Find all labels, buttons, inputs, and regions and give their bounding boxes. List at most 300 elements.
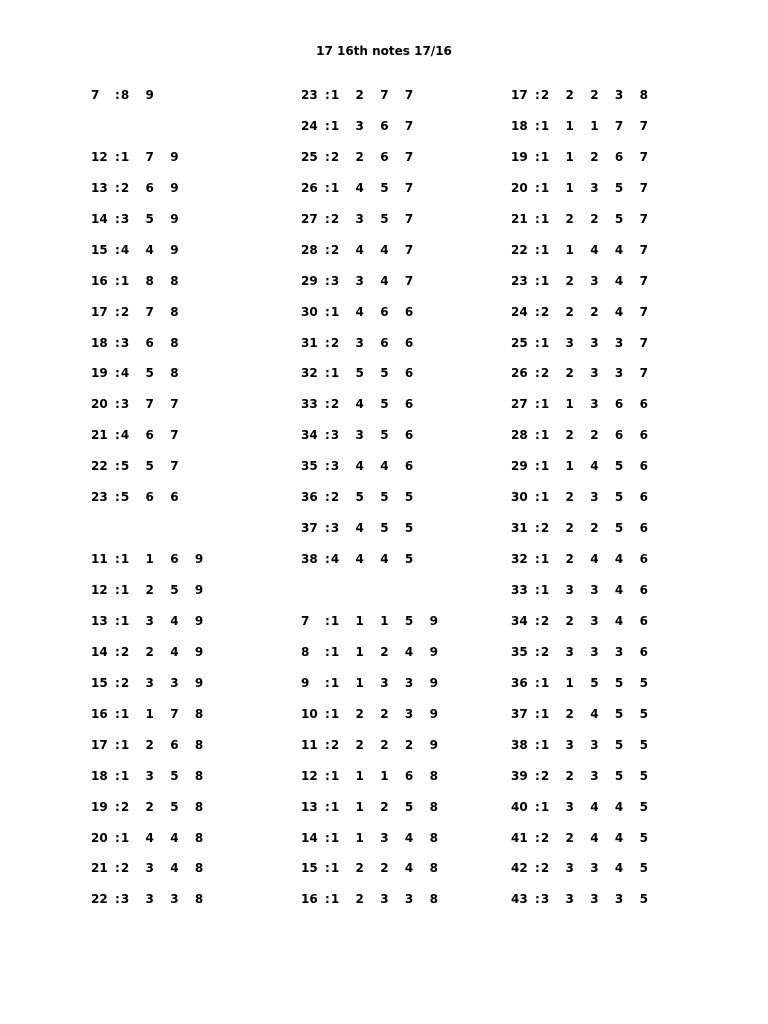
- row-parts: 2 2 6 7: [330, 149, 414, 164]
- row-parts: 2 3 5 7: [330, 211, 414, 226]
- row-number: 34: [511, 613, 528, 628]
- row-parts: 1 3 6 7: [330, 118, 414, 133]
- row-separator: :: [325, 675, 330, 690]
- row-number: 14: [301, 830, 318, 845]
- row-parts: 2 2 3 3 7: [540, 366, 648, 381]
- row-separator: :: [325, 768, 330, 783]
- row-parts: 1 1 7 8: [120, 706, 204, 721]
- partition-row: [301, 211, 521, 242]
- row-number: 10: [301, 706, 318, 721]
- row-parts: 1 4 5 7: [330, 180, 414, 195]
- partition-row: [301, 273, 521, 304]
- row-number: 12: [301, 768, 318, 783]
- partition-row: [301, 644, 521, 675]
- row-separator: :: [325, 861, 330, 876]
- partition-row: [301, 489, 521, 520]
- row-parts: 2 4 5 6: [330, 397, 414, 412]
- partition-row: [301, 335, 521, 366]
- row-separator: :: [325, 180, 330, 195]
- row-separator: :: [115, 768, 120, 783]
- row-number: 20: [91, 830, 108, 845]
- row-parts: 2 3 3 9: [120, 675, 204, 690]
- partition-row: [511, 551, 731, 582]
- partition-row: [301, 551, 521, 582]
- row-parts: 1 2 2 4 8: [330, 861, 438, 876]
- row-number: 43: [511, 892, 528, 907]
- partition-row: [91, 891, 311, 922]
- row-number: 18: [91, 768, 108, 783]
- row-separator: :: [325, 211, 330, 226]
- row-parts: 1 7 9: [120, 149, 179, 164]
- row-number: 28: [511, 428, 528, 443]
- row-separator: :: [115, 304, 120, 319]
- row-separator: :: [535, 242, 540, 257]
- partition-row: [511, 180, 731, 211]
- partition-row: [511, 149, 731, 180]
- partition-row: [511, 335, 731, 366]
- row-number: 20: [511, 180, 528, 195]
- row-parts: 3 5 9: [120, 211, 179, 226]
- partition-row: [511, 737, 731, 768]
- row-parts: 1 2 7 7: [330, 88, 414, 102]
- row-parts: 3 6 8: [120, 335, 179, 350]
- row-parts: 3 4 5 5: [330, 521, 414, 536]
- row-number: 31: [511, 521, 528, 536]
- partition-row: [301, 830, 521, 861]
- column-3: [511, 87, 731, 922]
- row-number: 29: [301, 273, 318, 288]
- row-number: 42: [511, 861, 528, 876]
- row-separator: :: [115, 613, 120, 628]
- row-number: 12: [91, 149, 108, 164]
- row-number: 16: [91, 706, 108, 721]
- row-separator: :: [325, 892, 330, 907]
- row-separator: :: [325, 830, 330, 845]
- row-parts: 1 1 5 5 5: [540, 675, 648, 690]
- partition-row: [511, 273, 731, 304]
- row-number: 22: [91, 459, 108, 474]
- partition-row: [91, 211, 311, 242]
- partition-row: [301, 520, 521, 551]
- partition-row: [511, 489, 731, 520]
- row-separator: :: [535, 521, 540, 536]
- row-separator: :: [535, 88, 540, 102]
- row-parts: 1 1 3 3 9: [330, 675, 438, 690]
- row-number: 25: [301, 149, 318, 164]
- row-separator: :: [535, 118, 540, 133]
- partition-row: [91, 304, 311, 335]
- row-parts: 1 1 3 5 7: [540, 180, 648, 195]
- row-separator: :: [535, 552, 540, 567]
- row-parts: 1 1 3 6 6: [540, 397, 648, 412]
- row-separator: :: [535, 583, 540, 597]
- row-parts: 1 3 3 5 5: [540, 737, 648, 752]
- partition-row: [511, 87, 731, 118]
- row-separator: :: [535, 737, 540, 752]
- row-parts: 2 5 5 5: [330, 490, 414, 505]
- row-parts: 1 2 4 4 6: [540, 552, 648, 567]
- row-number: 21: [91, 428, 108, 443]
- partition-row: [511, 675, 731, 706]
- row-separator: :: [325, 397, 330, 412]
- row-parts: 1 1 1 7 7: [540, 118, 648, 133]
- partition-row: [511, 613, 731, 644]
- partition-row: [91, 365, 311, 396]
- row-number: 18: [91, 335, 108, 350]
- row-number: 33: [301, 397, 318, 412]
- partition-row: [91, 768, 311, 799]
- row-separator: :: [115, 335, 120, 350]
- row-number: 38: [511, 737, 528, 752]
- row-parts: 1 2 2 6 6: [540, 428, 648, 443]
- row-number: 18: [511, 118, 528, 133]
- row-parts: 1 2 2 5 7: [540, 211, 648, 226]
- partition-row: [301, 891, 521, 922]
- row-parts: 2 4 4 7: [330, 242, 414, 257]
- row-parts: 1 1 2 4 9: [330, 644, 438, 659]
- partition-row: [91, 149, 311, 180]
- partition-row: [301, 427, 521, 458]
- row-separator: :: [115, 675, 120, 690]
- partition-row: [91, 427, 311, 458]
- row-separator: :: [325, 366, 330, 381]
- row-number: 23: [511, 273, 528, 288]
- row-number: 13: [91, 180, 108, 195]
- row-number: 15: [301, 861, 318, 876]
- column-2: [301, 87, 521, 922]
- row-number: 33: [511, 583, 528, 597]
- row-separator: :: [325, 737, 330, 752]
- partition-row: [301, 242, 521, 273]
- row-separator: :: [115, 830, 120, 845]
- row-separator: :: [325, 490, 330, 505]
- row-separator: :: [535, 397, 540, 412]
- row-number: 35: [511, 644, 528, 659]
- row-number: 7: [301, 613, 310, 628]
- row-parts: 1 1 2 6 7: [540, 149, 648, 164]
- row-number: 36: [301, 490, 318, 505]
- partition-row: [511, 891, 731, 922]
- row-parts: 2 2 4 4 5: [540, 830, 648, 845]
- partition-row: [511, 830, 731, 861]
- row-number: 19: [91, 366, 108, 381]
- row-parts: 4 4 4 5: [330, 552, 414, 567]
- row-parts: 1 1 1 6 8: [330, 768, 438, 783]
- row-separator: :: [325, 428, 330, 443]
- row-number: 27: [301, 211, 318, 226]
- row-parts: 2 7 8: [120, 304, 179, 319]
- row-separator: :: [325, 273, 330, 288]
- row-number: 16: [91, 273, 108, 288]
- row-number: 20: [91, 397, 108, 412]
- row-parts: 1 2 3 5 6: [540, 490, 648, 505]
- row-separator: :: [115, 737, 120, 752]
- row-separator: :: [325, 149, 330, 164]
- row-parts: 4 6 7: [120, 428, 179, 443]
- row-number: 24: [511, 304, 528, 319]
- row-number: 30: [301, 304, 318, 319]
- row-number: 25: [511, 335, 528, 350]
- partition-row: [91, 860, 311, 891]
- partition-row: [511, 458, 731, 489]
- row-separator: :: [115, 644, 120, 659]
- row-separator: :: [535, 490, 540, 505]
- row-number: 37: [511, 706, 528, 721]
- row-number: 24: [301, 118, 318, 133]
- partition-row: [301, 180, 521, 211]
- row-parts: 5 5 7: [120, 459, 179, 474]
- row-number: 21: [511, 211, 528, 226]
- row-separator: :: [325, 706, 330, 721]
- row-number: 7: [91, 88, 100, 102]
- row-parts: 1 4 6 6: [330, 304, 414, 319]
- row-number: 30: [511, 490, 528, 505]
- row-separator: :: [535, 273, 540, 288]
- row-number: 28: [301, 242, 318, 257]
- partition-row: [91, 489, 311, 520]
- row-parts: 4 4 9: [120, 242, 179, 257]
- row-number: 13: [91, 613, 108, 628]
- row-parts: 2 2 3 5 5: [540, 768, 648, 783]
- row-separator: :: [535, 149, 540, 164]
- partition-row: [91, 644, 311, 675]
- row-number: 38: [301, 552, 318, 567]
- row-parts: 3 3 5 6: [330, 428, 414, 443]
- row-number: 11: [301, 737, 318, 752]
- row-parts: 1 3 5 8: [120, 768, 204, 783]
- partition-row: [511, 211, 731, 242]
- row-number: 36: [511, 675, 528, 690]
- row-number: 12: [91, 583, 108, 597]
- partition-row: [511, 396, 731, 427]
- row-parts: 3 4 4 6: [330, 459, 414, 474]
- row-parts: 1 2 2 3 9: [330, 706, 438, 721]
- partition-row: [511, 860, 731, 891]
- partition-row: [91, 458, 311, 489]
- row-number: 8: [301, 644, 310, 659]
- partition-row: [511, 706, 731, 737]
- row-parts: 3 3 4 7: [330, 273, 414, 288]
- row-separator: :: [325, 552, 330, 567]
- row-parts: 1 3 4 4 5: [540, 799, 648, 814]
- row-separator: :: [535, 335, 540, 350]
- row-number: 9: [301, 675, 310, 690]
- row-number: 22: [91, 892, 108, 907]
- row-parts: 2 2 2 3 8: [540, 88, 648, 102]
- row-separator: :: [535, 304, 540, 319]
- row-number: 15: [91, 242, 108, 257]
- partition-row: [91, 830, 311, 861]
- row-separator: :: [115, 180, 120, 195]
- row-parts: 2 2 4 9: [120, 644, 204, 659]
- row-parts: 1 2 4 5 5: [540, 706, 648, 721]
- partition-row: [91, 87, 311, 118]
- row-number: 41: [511, 830, 528, 845]
- partition-row: [511, 768, 731, 799]
- column-1: [91, 87, 311, 922]
- partition-row: [91, 551, 311, 582]
- row-separator: :: [115, 242, 120, 257]
- partition-row: [511, 799, 731, 830]
- row-parts: 1 1 6 9: [120, 552, 204, 567]
- partition-row: [511, 520, 731, 551]
- row-number: 17: [91, 304, 108, 319]
- row-number: 14: [91, 211, 108, 226]
- row-separator: :: [115, 583, 120, 597]
- row-parts: 1 5 5 6: [330, 366, 414, 381]
- row-parts: 1 2 5 9: [120, 583, 204, 597]
- row-parts: 1 1 4 4 7: [540, 242, 648, 257]
- row-separator: :: [535, 830, 540, 845]
- row-parts: 1 1 4 5 6: [540, 459, 648, 474]
- partition-row: [511, 427, 731, 458]
- row-separator: :: [115, 892, 120, 907]
- row-number: 22: [511, 242, 528, 257]
- row-separator: :: [115, 552, 120, 567]
- row-parts: 3 7 7: [120, 397, 179, 412]
- row-parts: 1 2 3 4 7: [540, 273, 648, 288]
- row-number: 23: [301, 88, 318, 102]
- row-number: 26: [511, 366, 528, 381]
- partition-row: [91, 180, 311, 211]
- row-parts: 1 8 8: [120, 273, 179, 288]
- partition-row: [301, 737, 521, 768]
- row-separator: :: [535, 180, 540, 195]
- row-parts: 3 3 3 8: [120, 892, 204, 907]
- partition-row: [301, 675, 521, 706]
- row-separator: :: [325, 459, 330, 474]
- partition-row: [91, 273, 311, 304]
- partition-row: [301, 860, 521, 891]
- row-parts: 2 2 2 4 7: [540, 304, 648, 319]
- row-parts: 2 2 2 5 6: [540, 521, 648, 536]
- partition-row: [301, 768, 521, 799]
- row-number: 40: [511, 799, 528, 814]
- row-separator: :: [325, 88, 330, 102]
- partition-row: [301, 396, 521, 427]
- row-separator: :: [325, 242, 330, 257]
- partition-row: [301, 365, 521, 396]
- partition-row: [511, 118, 731, 149]
- row-separator: :: [115, 459, 120, 474]
- partition-row: [511, 582, 731, 613]
- row-parts: 1 1 2 5 8: [330, 799, 438, 814]
- row-number: 19: [91, 799, 108, 814]
- row-number: 11: [91, 552, 108, 567]
- row-number: 32: [511, 552, 528, 567]
- row-parts: 2 3 3 3 6: [540, 644, 648, 659]
- row-separator: :: [115, 366, 120, 381]
- row-separator: :: [325, 335, 330, 350]
- page-title: 17 16th notes 17/16: [316, 44, 452, 58]
- row-separator: :: [535, 675, 540, 690]
- row-separator: :: [535, 799, 540, 814]
- partition-row: [91, 520, 311, 551]
- row-number: 27: [511, 397, 528, 412]
- row-separator: :: [115, 273, 120, 288]
- row-separator: :: [115, 149, 120, 164]
- row-number: 16: [301, 892, 318, 907]
- row-separator: :: [535, 459, 540, 474]
- row-parts: 1 1 1 5 9: [330, 613, 438, 628]
- row-separator: :: [325, 304, 330, 319]
- row-parts: 1 3 3 4 6: [540, 583, 648, 597]
- row-separator: :: [535, 211, 540, 226]
- row-number: 17: [511, 88, 528, 102]
- row-number: 29: [511, 459, 528, 474]
- partition-row: [511, 242, 731, 273]
- partition-row: [511, 365, 731, 396]
- partition-row: [301, 87, 521, 118]
- row-separator: :: [535, 892, 540, 907]
- row-separator: :: [535, 768, 540, 783]
- row-parts: 1 1 3 4 8: [330, 830, 438, 845]
- row-separator: :: [115, 211, 120, 226]
- row-number: 31: [301, 335, 318, 350]
- row-separator: :: [325, 799, 330, 814]
- row-number: 19: [511, 149, 528, 164]
- row-number: 35: [301, 459, 318, 474]
- row-separator: :: [535, 644, 540, 659]
- row-separator: :: [325, 644, 330, 659]
- partition-row: [91, 737, 311, 768]
- partition-row: [301, 613, 521, 644]
- row-parts: 1 3 4 9: [120, 613, 204, 628]
- row-parts: 2 3 4 8: [120, 861, 204, 876]
- partition-row: [301, 582, 521, 613]
- row-parts: 2 6 9: [120, 180, 179, 195]
- row-parts: 2 3 6 6: [330, 335, 414, 350]
- row-parts: 1 4 4 8: [120, 830, 204, 845]
- row-number: 32: [301, 366, 318, 381]
- partition-row: [91, 675, 311, 706]
- row-separator: :: [115, 490, 120, 505]
- row-separator: :: [115, 861, 120, 876]
- row-separator: :: [115, 397, 120, 412]
- partition-row: [91, 799, 311, 830]
- partition-row: [91, 118, 311, 149]
- partition-row: [301, 304, 521, 335]
- row-separator: :: [115, 88, 120, 102]
- row-separator: :: [535, 706, 540, 721]
- row-parts: 1 2 3 3 8: [330, 892, 438, 907]
- partition-row: [301, 149, 521, 180]
- row-number: 14: [91, 644, 108, 659]
- row-separator: :: [115, 706, 120, 721]
- row-separator: :: [535, 366, 540, 381]
- partition-row: [91, 335, 311, 366]
- row-number: 23: [91, 490, 108, 505]
- partition-row: [301, 799, 521, 830]
- row-number: 34: [301, 428, 318, 443]
- partition-row: [511, 304, 731, 335]
- row-parts: 8 9: [120, 88, 154, 102]
- row-separator: :: [325, 521, 330, 536]
- partition-row: [91, 242, 311, 273]
- row-parts: 2 2 3 4 6: [540, 613, 648, 628]
- row-number: 21: [91, 861, 108, 876]
- row-parts: 4 5 8: [120, 366, 179, 381]
- row-separator: :: [535, 613, 540, 628]
- row-parts: 2 2 5 8: [120, 799, 204, 814]
- row-separator: :: [325, 613, 330, 628]
- row-parts: 3 3 3 3 5: [540, 892, 648, 907]
- partition-row: [91, 706, 311, 737]
- row-parts: 1 3 3 3 7: [540, 335, 648, 350]
- row-number: 39: [511, 768, 528, 783]
- partition-row: [301, 458, 521, 489]
- partition-row: [91, 613, 311, 644]
